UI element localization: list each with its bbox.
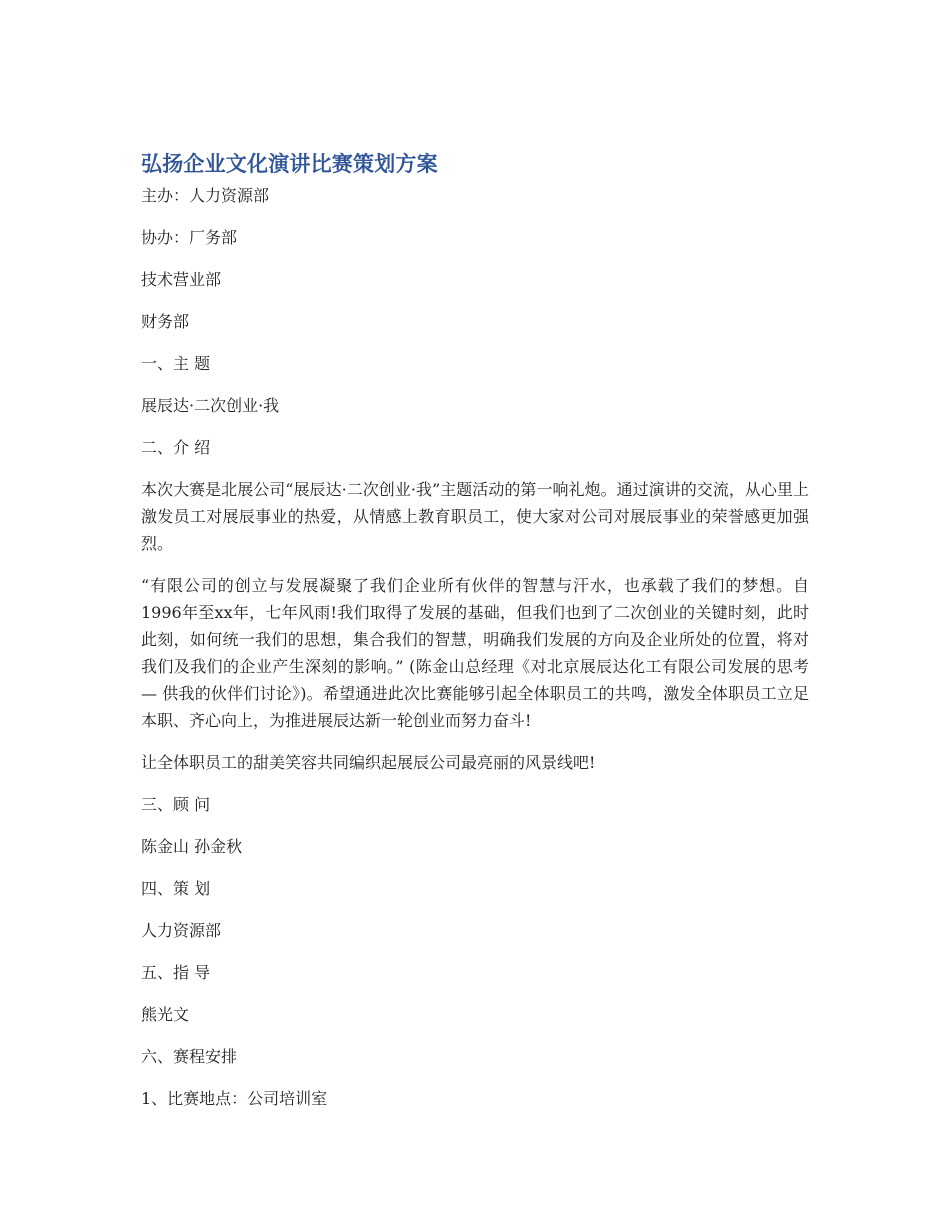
section-body-advisors: 陈金山 孙金秋: [141, 837, 243, 856]
section-body-theme: 展辰达·二次创业·我: [141, 396, 280, 415]
intro-paragraph-3: 让全体职员工的甜美笑容共同编织起展辰公司最亮丽的风景线吧!: [141, 753, 596, 772]
section-heading-advisors: 三、顾 问: [141, 795, 211, 814]
section-body-guidance: 熊光文: [141, 1005, 190, 1024]
schedule-item-venue: 1、比赛地点：公司培训室: [141, 1089, 328, 1108]
intro-paragraph-1: 本次大赛是北展公司“展辰达·二次创业·我”主题活动的第一响礼炮。通过演讲的交流，从心里上激发员工对展辰事业的热爱，从情感上教育职员工，使大家对公司对展辰事业的荣誉感更加强烈。: [141, 480, 809, 553]
section-heading-intro: 二、介 绍: [141, 438, 211, 457]
co-host-technical-sales: 技术营业部: [141, 270, 222, 289]
document-page: [141, 148, 809, 1127]
section-heading-theme: 一、主 题: [141, 354, 211, 373]
section-body-planning: 人力资源部: [141, 921, 222, 940]
co-host-line: 协办：厂务部: [141, 228, 238, 247]
host-line: 主办：人力资源部: [141, 186, 270, 205]
section-heading-schedule: 六、赛程安排: [141, 1047, 238, 1066]
section-heading-planning: 四、策 划: [141, 879, 211, 898]
intro-paragraph-2: “有限公司的创立与发展凝聚了我们企业所有伙伴的智慧与汗水，也承载了我们的梦想。自1996年至xx年，七年风雨!我们取得了发展的基础，但我们也到了二次创业的关键时刻，此时此刻，如何统一我们的思想，集合我们的智慧，明确我们发展的方向及企业所处的位置，将对我们及我们的企业产生深刻的影响。” (陈金山总经理《对北京展辰达化工有限公司发展的思考 — 供我的伙伴们讨论》)。希望通进此次比赛能够引起全体职员工的共鸣，激发全体职员工立足本职、齐心向上，为推进展辰达新一轮创业而努力奋斗!: [141, 576, 809, 730]
co-host-finance: 财务部: [141, 312, 190, 331]
document-title: 弘扬企业文化演讲比赛策划方案: [141, 152, 438, 176]
section-heading-guidance: 五、指 导: [141, 963, 211, 982]
